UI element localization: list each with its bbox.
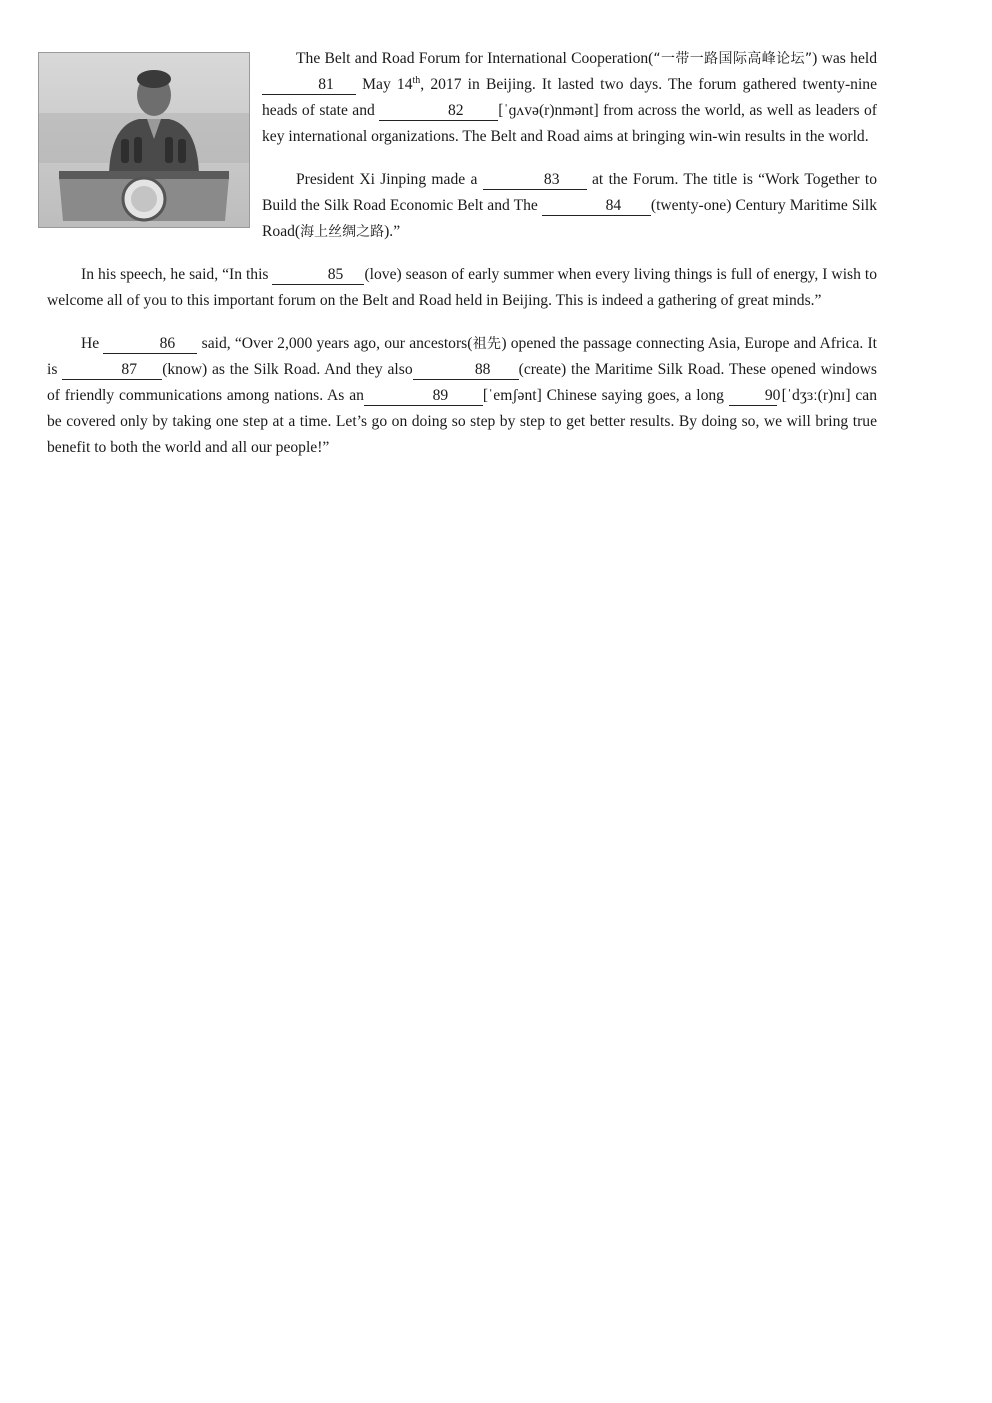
blank-90[interactable]: 90 <box>729 387 777 406</box>
blank-84[interactable]: 84 <box>542 197 651 216</box>
blank-86[interactable]: 86 <box>103 335 197 354</box>
paragraph-2: President Xi Jinping made a 83 at the Forum. The title is “Work Together to Build the Silk Road Economic Belt and The 84 (twenty-one) Century Maritime Silk Road(海上丝绸之路).” <box>262 171 877 240</box>
blank-81[interactable]: 81 <box>262 76 356 95</box>
paragraph-1: The Belt and Road Forum for International Cooperation(“一带一路国际高峰论坛”) was held 81 May 14th, 2017 in Beijing. It lasted two days. The forum gathered twenty-nine heads of state and 82 [ˈɡʌvə(r)nmənt] from across the world, as well as leaders of key international organizations. The Belt and Road aims at bringing win-win results in the world. <box>262 50 878 145</box>
blank-83[interactable]: 83 <box>483 171 587 190</box>
blank-85[interactable]: 85 <box>272 266 364 285</box>
paragraph-3: In his speech, he said, “In this 85 (love) season of early summer when every living things is full of energy, I wish to welcome all of you to this important forum on the Belt and Road held in Beijing. This is indeed a gathering of great minds.” <box>47 266 877 309</box>
paragraph-4: He 86 said, “Over 2,000 years ago, our ancestors(祖先) opened the passage connecting Asia, Europe and Africa. It is 87 (know) as the Silk Road. And they also 88 (create) the Maritime Silk Road. These opened windows of friendly communications among nations. As an 89 [ˈemʃənt] Chinese saying goes, a long 90 [ˈdʒɜː(r)nɪ] can be covered only by taking one step at a time. Let’s go on doing so step by step to get better results. By doing so, we will bring true benefit to both the world and all our people!” <box>47 335 877 456</box>
blank-82[interactable]: 82 <box>379 102 498 121</box>
blank-89[interactable]: 89 <box>364 387 483 406</box>
blank-87[interactable]: 87 <box>62 361 162 380</box>
passage <box>47 46 877 478</box>
blank-88[interactable]: 88 <box>413 361 519 380</box>
